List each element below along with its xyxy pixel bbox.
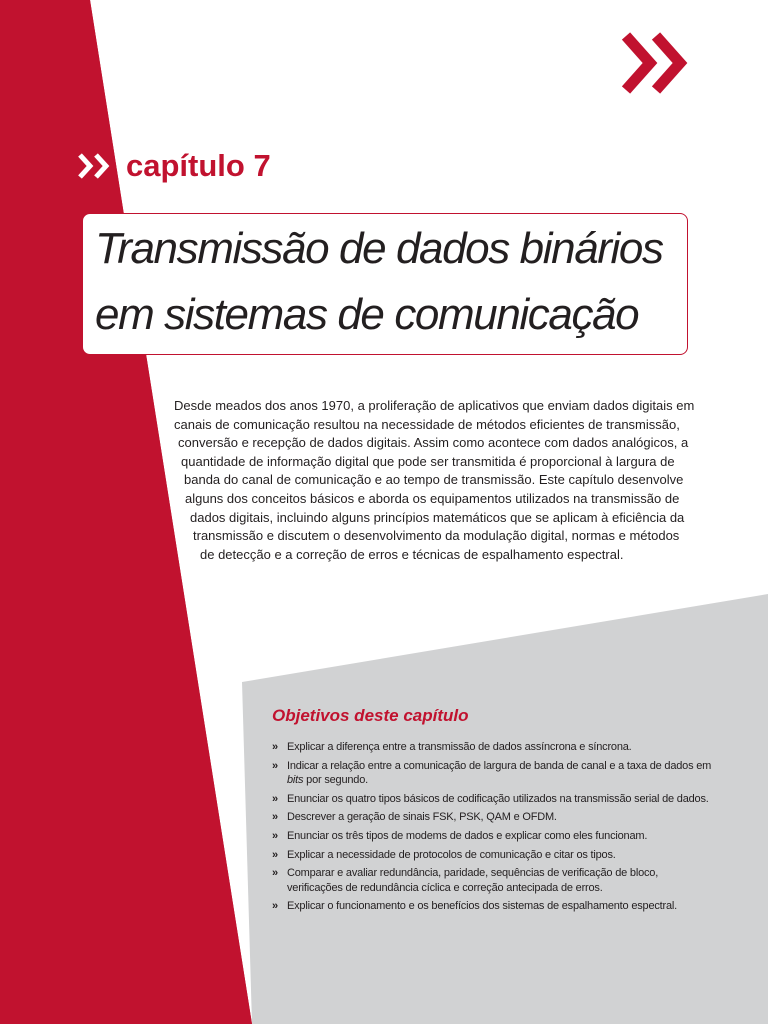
objective-item (272, 848, 712, 863)
chapter-number: capítulo 7 (126, 148, 271, 183)
chevron-bullet-icon: » (272, 848, 278, 861)
intro-line: conversão e recepção de dados digitais. Assim como acontece com dados analógicos, a (178, 435, 689, 451)
chapter-heading (76, 144, 271, 188)
objective-item (272, 792, 712, 807)
intro-line: banda do canal de comunicação e ao tempo de transmissão. Este capítulo desenvolve (184, 472, 684, 488)
intro-line: de detecção e a correção de erros e técnicas de espalhamento espectral. (200, 546, 624, 562)
objective-text: Comparar e avaliar redundância, paridade, sequências de verificação de bloco, verificações de redundância cíclica e correção antecipada de erros. (287, 867, 659, 894)
objective-item (272, 740, 712, 755)
objectives-heading: Objetivos deste capítulo (272, 706, 469, 725)
double-chevron-right-icon (616, 28, 696, 98)
intro-line: dados digitais, incluindo alguns princípios matemáticos que se aplicam à eficiência da (190, 509, 685, 525)
intro-paragraph (150, 397, 710, 564)
objective-item (272, 866, 712, 895)
chevron-bullet-icon: » (272, 792, 278, 805)
objective-item (272, 810, 712, 825)
chevron-bullet-icon: » (272, 829, 278, 842)
chapter-title-box (82, 213, 688, 355)
intro-line: quantidade de informação digital que pode ser transmitida é proporcional à largura de (181, 453, 675, 469)
intro-line: alguns dos conceitos básicos e aborda os equipamentos utilizados na transmissão de (185, 490, 680, 506)
objective-text: Enunciar os quatro tipos básicos de codificação utilizados na transmissão serial de dados. (287, 792, 709, 805)
objective-text: Indicar a relação entre a comunicação de largura de banda de canal e a taxa de dados em (287, 759, 712, 772)
intro-line: transmissão e discutem o desenvolvimento da modulação digital, normas e métodos (193, 528, 680, 544)
objective-text: Explicar o funcionamento e os benefícios dos sistemas de espalhamento espectral. (287, 900, 678, 913)
chevron-bullet-icon: » (272, 741, 278, 753)
chevron-bullet-icon: » (272, 867, 278, 880)
objective-italic-term: bits (287, 774, 304, 787)
objective-item (272, 899, 712, 914)
objective-item (272, 829, 712, 844)
double-chevron-right-icon (76, 151, 116, 181)
chevron-bullet-icon: » (272, 900, 278, 913)
objective-text: Explicar a diferença entre a transmissão de dados assíncrona e síncrona. (287, 741, 632, 753)
chevron-bullet-icon: » (272, 759, 278, 772)
objective-text: por segundo. (303, 774, 369, 787)
intro-line: Desde meados dos anos 1970, a proliferação de aplicativos que enviam dados digitais em (174, 398, 695, 413)
objectives-list (272, 740, 712, 918)
objective-item (272, 759, 712, 788)
objective-text: Descrever a geração de sinais FSK, PSK, QAM e OFDM. (287, 811, 557, 824)
objective-text: Explicar a necessidade de protocolos de comunicação e citar os tipos. (287, 848, 616, 861)
objective-text: Enunciar os três tipos de modems de dados e explicar como eles funcionam. (287, 829, 648, 842)
intro-line: canais de comunicação resultou na necessidade de métodos eficientes de transmissão, (174, 416, 680, 432)
chapter-title-line-2: em sistemas de comunicação (95, 290, 639, 339)
chapter-title-line-1: Transmissão de dados binários (95, 224, 663, 273)
chevron-bullet-icon: » (272, 811, 278, 824)
